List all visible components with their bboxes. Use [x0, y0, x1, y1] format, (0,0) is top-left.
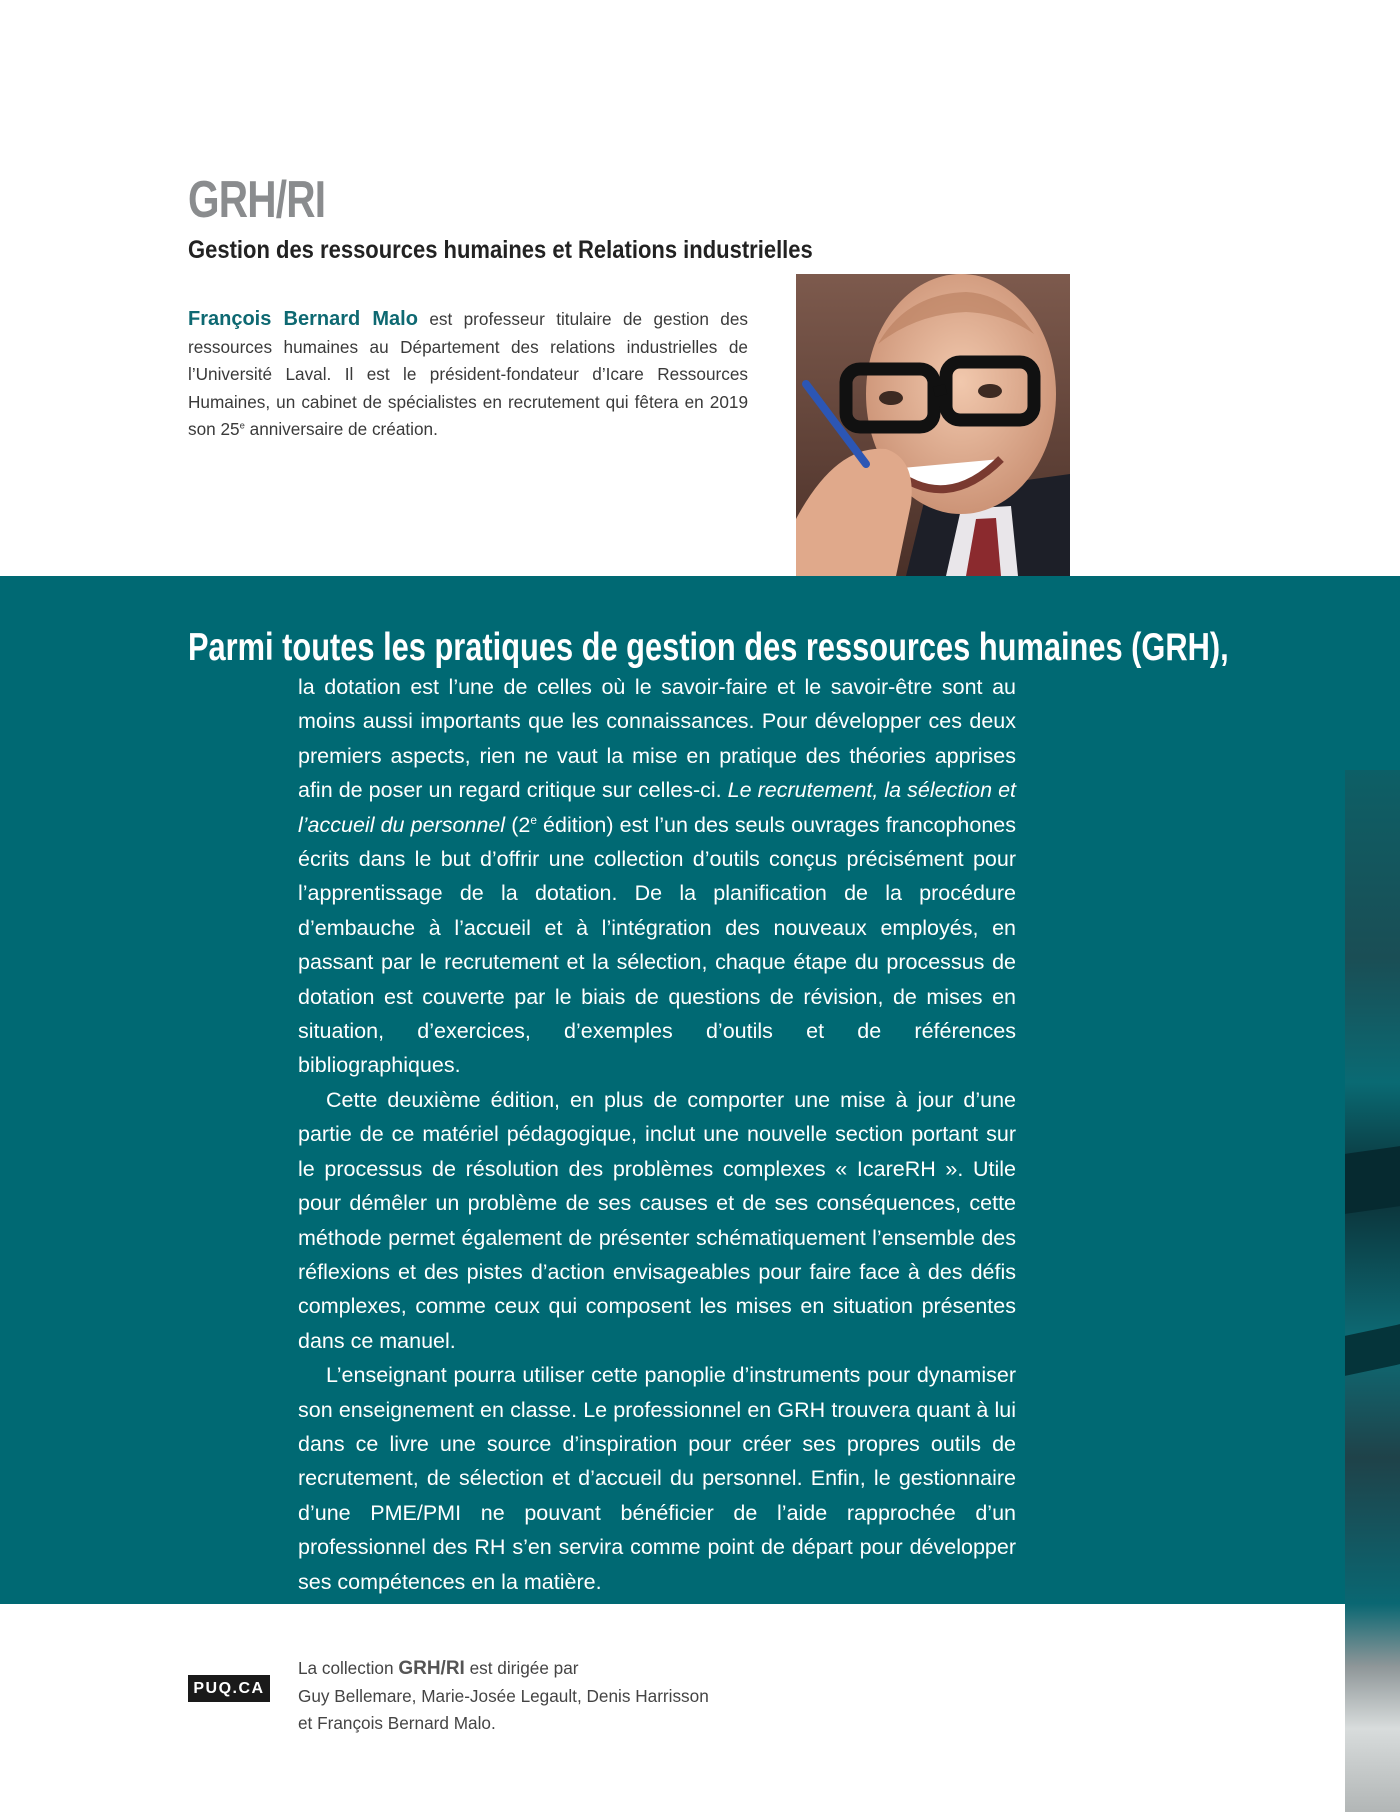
puq-logo: PUQ.CA	[188, 1675, 270, 1702]
collection-directors-line2: et François Bernard Malo.	[298, 1713, 496, 1733]
collection-directors-line1: Guy Bellemare, Marie-Josée Legault, Denis Harrisson	[298, 1685, 709, 1706]
author-bio-text: est professeur titulaire de gestion des ressources humaines au Département des relations industrielles de l’Université Laval. Il est le président-fondateur d’Icare Ressources Humaines, un cabinet de spécialistes en recrutement qui fêtera en 2019 son 25	[188, 309, 749, 439]
author-name: François Bernard Malo	[188, 308, 418, 330]
description-lead: Parmi toutes les pratiques de gestion des ressources humaines (GRH),	[188, 626, 1229, 669]
collection-name: GRH/RI	[398, 1658, 465, 1679]
cover-edge-decoration	[1345, 770, 1400, 1812]
series-subtitle: Gestion des ressources humaines et Relations industrielles	[188, 236, 813, 264]
book-title: Le recrutement, la sélection et l’accueil du personnel	[298, 778, 1017, 837]
collection-note: La collection GRH/RI est dirigée par Guy Bellemare, Marie-Josée Legault, Denis Harrisson et François Bernard Malo.	[298, 1658, 709, 1733]
author-bio	[188, 306, 748, 444]
description-paragraph-1: la dotation est l’une de celles où le savoir-faire et le savoir-être sont au moins aussi importants que les connaissances. Pour développer ces deux premiers aspects, rien ne vaut la mise en pratique des théories apprises afin de poser un regard critique sur celles-ci. Le recrutement, la sélection et l’accueil du personnel (2e édition) est l’un des seuls ouvrages francophones écrits dans le but d’offrir une collection d’outils conçus précisément pour l’apprentissage de la dotation. De la planification de la procédure d’embauche à l’accueil et à l’intégration des nouveaux employés, en passant par le recrutement et la sélection, chaque étape du processus de dotation est couverte par le biais de questions de révision, de mises en situation, d’exercices, d’exemples d’outils et de références bibliographiques.	[298, 675, 1017, 1078]
author-bio-text-end: anniversaire de création.	[244, 419, 438, 439]
author-bio-sup: e	[239, 420, 245, 432]
description-paragraph-3: L’enseignant pourra utiliser cette panoplie d’instruments pour dynamiser son enseignement en classe. Le professionnel en GRH trouvera quant à lui dans ce livre une source d’inspiration pour créer ses propres outils de recrutement, de sélection et d’accueil du personnel. Enfin, le gestionnaire d’une PME/PMI ne pouvant bénéficier de l’aide rapprochée d’un professionnel des RH s’en servira comme point de départ pour développer ses compétences en la matière.	[298, 1363, 1016, 1594]
series-title: GRH/RI	[188, 171, 326, 229]
author-photo	[796, 274, 1070, 576]
description-body	[298, 670, 1016, 1599]
description-paragraph-2: Cette deuxième édition, en plus de comporter une mise à jour d’une partie de ce matériel pédagogique, inclut une nouvelle section portant sur le processus de résolution des problèmes complexes « IcareRH ». Utile pour démêler un problème de ses causes et de ses conséquences, cette méthode permet également de présenter schématiquement l’ensemble des réflexions et des pistes d’action envisageables pour faire face à des défis complexes, comme ceux qui composent les mises en situation présentes dans ce manuel.	[298, 1087, 1016, 1353]
